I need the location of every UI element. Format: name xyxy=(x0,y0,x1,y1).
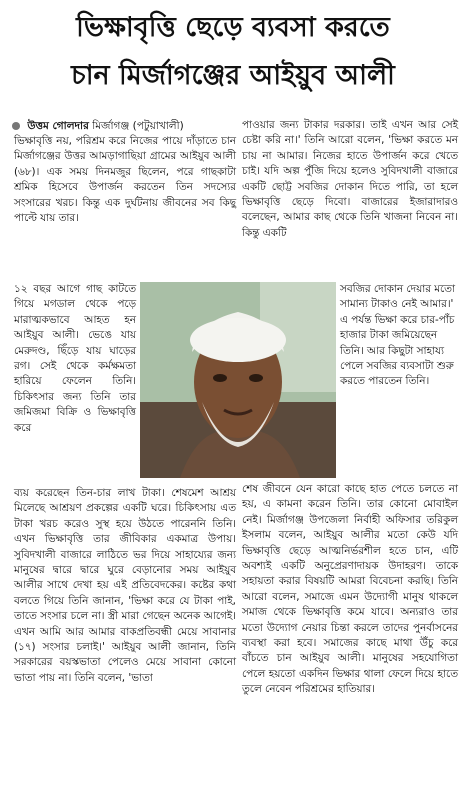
paragraph: শেষ জীবনে যেন কারো কাছে হাত পেতে চলতে না হয়, এ কামনা করেন তিনি। তার কোনো মোবাইল নেই। মির্জাগঞ্জ উপজেলা নির্বাহী অফিসার তরিকুল ইসলাম বলেন, আইয়ুব আলীর মতো কেউ যদি ভিক্ষাবৃত্তি ছেড়ে আত্মনির্ভরশীল হতে চান, এটি অবশ্যই একটি অনুপ্রেরণাদায়ক উদাহরণ। তাকে সহায়তা করার বিষয়টি আমরা বিবেচনা করছি। তিনি আরো বলেন, সমাজে এমন উদ্যোগী মানুষ থাকলে সমাজ থেকে ভিক্ষাবৃত্তি কমে যাবে। অন্যরাও তার মতো উদ্যোগ নেয়ার চিন্তা করলে তাদের পুনর্বাসনের ব্যবস্থা করা হবে। সমাজের কাছে মাথা উঁচু করে বাঁচতে চান আইয়ুব আলী। মানুষের সহযোগিতা পেলে হয়তো একদিন ভিক্ষার থালা ফেলে দিয়ে হাতে তুলে নেবেন পরিশ্রমের হাতিয়ার। xyxy=(242,483,458,696)
portrait-illustration xyxy=(140,282,336,478)
article-column-right-top xyxy=(242,118,458,241)
paragraph: ১২ বছর আগে গাছ কাটতে গিয়ে মগডাল থেকে পড়ে মারাত্মকভাবে আহত হন আইয়ুব আলী। ভেঙে যায় মেরুদণ্ড, ছিঁড়ে যায় ঘাড়ের রগ। সেই থেকে কর্মক্ষমতা হারিয়ে ফেলেন তিনি। চিকিৎসার জন্য তিনি তার জমিজমা বিক্রি ও ভিক্ষাবৃত্তি করে xyxy=(14,283,136,434)
portrait-photo xyxy=(140,282,336,478)
paragraph: ভিক্ষাবৃত্তি নয়, পরিশ্রম করে নিজের পায়ে দাঁড়াতে চান মির্জাগঞ্জের উত্তর আমড়াগাছিয়া গ্রামের আইয়ুব আলী (৬৮)। এক সময় দিনমজুর ছিলেন, পরে গাছকাটা শ্রমিক হিসেবে উপার্জন করতেন তিন সদস্যের সংসারের খরচ। কিন্তু এক দুর্ঘটনায় জীবনের সব কিছু পাল্টে যায় তার। xyxy=(14,135,236,225)
byline-author: উত্তম গোলদার xyxy=(27,120,89,132)
article-column-left-top xyxy=(14,134,236,226)
paragraph: পাওয়ার জন্য টাকার দরকার। তাই এখন আর সেই চেষ্টা করি না।' তিনি আরো বলেন, 'ভিক্ষা করতে মন চায় না আমার। নিজের হাতে উপার্জন করে খেতে চাই। যদি অল্প পুঁজি দিয়ে হলেও সুবিদখালী বাজারে একটি ছোট্ট সবজির দোকান দিতে পারি, তা হলে ভিক্ষাবৃত্তি ছেড়ে দিবো। বাজারের ইজারাদারও বলেছেন, আমার কাছ থেকে তিনি খাজনা নিবেন না। কিন্তু একটি xyxy=(242,119,458,239)
paragraph: সবজির দোকান দেয়ার মতো সামান্য টাকাও নেই আমার।' এ পর্যন্ত ভিক্ষা করে চার-পাঁচ হাজার টাকা জমিয়েছেন তিনি। আর কিছুটা সাহায্য পেলে সবজির ব্যবসাটা শুরু করতে পারতেন তিনি। xyxy=(340,283,455,388)
headline-line-2: চান মির্জাগঞ্জের আইয়ুব আলী xyxy=(71,60,395,91)
article-column-right-lower xyxy=(242,482,458,698)
article-column-left-wrap xyxy=(14,282,136,436)
byline xyxy=(12,118,237,134)
headline xyxy=(8,4,458,100)
article-column-right-wrap xyxy=(340,282,458,390)
byline-place: মির্জাগঞ্জ (পটুয়াখালী) xyxy=(92,120,184,132)
paragraph: ব্যয় করেছেন তিন-চার লাখ টাকা। শেষমেশ আশ্রয় মিলেছে আশ্রয়ণ প্রকল্পের একটি ঘরে। চিকিৎসায় এত টাকা খরচ করেও সুস্থ হয়ে উঠতে পারেননি তিনি। এখন ভিক্ষাবৃত্তি তার জীবিকার একমাত্র উপায়। সুবিদখালী বাজারে লাঠিতে ভর দিয়ে সাহায্যের জন্য মানুষের দ্বারে দ্বারে ঘুরে বেড়ানোর সময় আইয়ুব আলীর সাথে দেখা হয় এই প্রতিবেদকের। কষ্টের কথা বলতে গিয়ে তিনি জানান, 'ভিক্ষা করে যে টাকা পাই, তাতে সংসার চলে না। স্ত্রী মারা গেছেন অনেক আগেই। এখন আমি আর আমার বাকপ্রতিবন্ধী মেয়ে সাবানার (১৭) সংসার চলাই।' আইয়ুব আলী জানান, তিনি সরকারের বয়স্কভাতা পেলেও মেয়ে সাবানা কোনো ভাতা পায় না। তিনি বলেন, 'ভাতা xyxy=(14,487,236,684)
article-column-left-bottom xyxy=(14,486,236,686)
bullet-icon xyxy=(12,122,20,130)
headline-line-1: ভিক্ষাবৃত্তি ছেড়ে ব্যবসা করতে xyxy=(76,12,390,43)
